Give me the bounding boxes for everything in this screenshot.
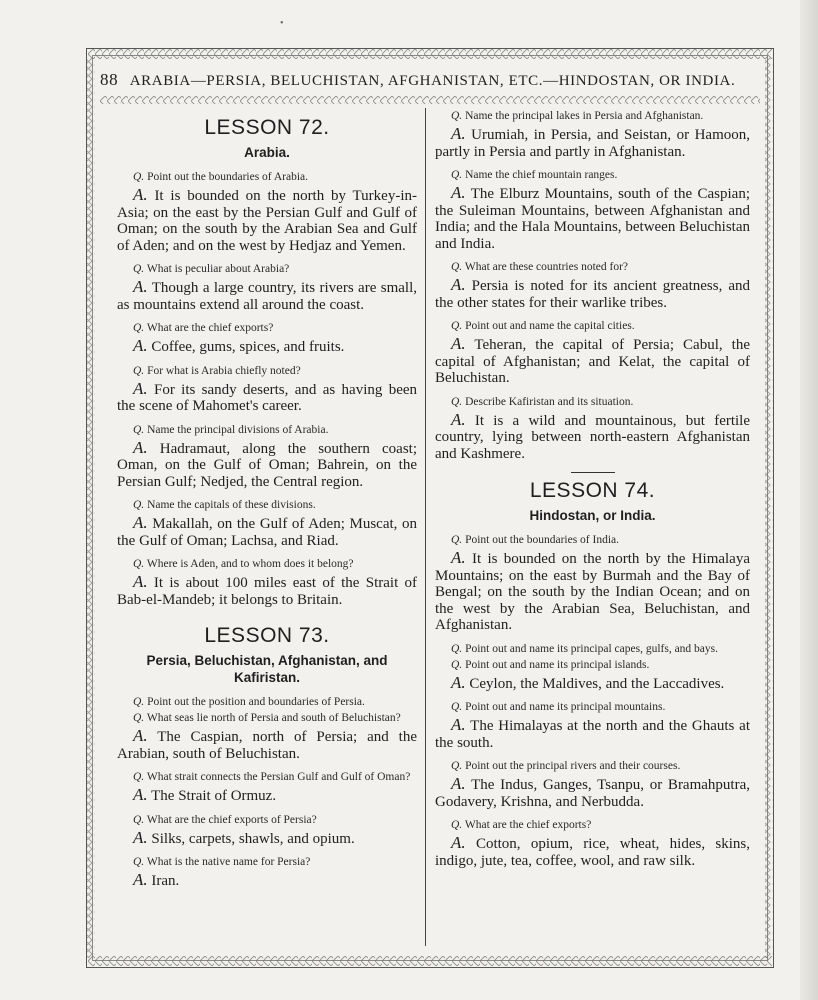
question [435,169,750,181]
question-text: What is the native name for Persia? [146,856,311,868]
question-text: What are the chief exports? [464,819,592,831]
question-label: Q. [451,658,463,671]
lesson-74-title: LESSON 74. [529,479,656,502]
right-ornament [765,58,773,958]
question-label: Q. [133,558,145,570]
question [117,322,417,334]
answer [117,872,417,890]
question-text: Name the principal lakes in Persia and Afghanistan. [465,110,704,122]
lesson-74-subtitle: Hindostan, or India. [529,508,656,523]
answer-label: A. [451,183,466,202]
answer-label: A. [451,334,466,353]
question-text: Name the capitals of these divisions. [147,499,316,511]
question-text: Point out the principal rivers and their courses. [465,760,681,772]
answer-text: Makallah, on the Gulf of Aden; Muscat, on the Gulf of Oman; Lachsa, and Riad. [117,516,418,549]
question-text: Where is Aden, and to whom does it belong? [146,558,354,570]
answer-label: A. [451,833,466,852]
question-label: Q. [451,261,463,273]
answer [435,776,750,810]
question [117,856,417,868]
question-text: What are these countries noted for? [464,261,629,273]
question-label: Q. [133,322,145,334]
lesson-73-title: LESSON 73. [204,624,330,647]
answer-text: Teheran, the capital of Persia; Cabul, the capital of Afghanistan; and Kelat, the capital of Beluchistan. [435,337,750,386]
answer [117,728,417,762]
question [117,696,417,708]
question-text: Name the principal divisions of Arabia. [147,423,329,436]
question-label: Q. [133,263,145,275]
bottom-ornament [88,956,772,966]
answer-text: Silks, carpets, shawls, and opium. [151,830,355,847]
answer-text: It is about 100 miles east of the Strait of Bab-el-Mandeb; it belongs to Britain. [117,575,418,608]
top-ornament [88,49,772,59]
question-label: Q. [133,696,145,708]
answer-label: A. [451,275,466,294]
answer-text: Urumiah, in Persia, and Seistan, or Hamoon, partly in Persia and partly in Afghanistan. [435,127,750,160]
answer [117,515,417,549]
question-text: Name the chief mountain ranges. [465,169,618,181]
answer-label: A. [133,827,148,847]
answer [117,378,418,415]
question [117,365,417,377]
answer-label: A. [133,185,148,204]
answer-label: A. [451,672,466,692]
answer-text: For its sandy deserts, and as having been the scene of Mahomet's career. [117,381,418,414]
answer-label: A. [451,715,466,734]
answer-text: The Caspian, north of Persia; and the Arabian, south of Beluchistan. [117,729,417,762]
lesson-73-continued-qa [435,110,750,462]
left-ornament [87,58,95,958]
question-label: Q. [133,856,145,868]
question-text: Point out and name its principal islands. [465,658,650,671]
running-header [100,70,760,94]
question-text: Describe Kafiristan and its situation. [465,395,634,408]
answer-text: Iran. [151,873,180,889]
question-text: For what is Arabia chiefly noted? [147,364,301,377]
answer-text: Cotton, opium, rice, wheat, hides, skins, indigo, jute, tea, coffee, wool, and raw silk. [435,836,750,869]
answer-label: A. [133,572,148,591]
answer-label: A. [133,870,148,889]
answer-text: Though a large country, its rivers are small, as mountains extend all around the coast. [117,280,417,313]
question-text: Point out and name the capital cities. [465,320,635,332]
column-divider [425,108,426,946]
question-label: Q. [133,499,145,511]
answer [117,574,417,608]
header-title: ARABIA—PERSIA, BELUCHISTAN, AFGHANISTAN, ETC.—HINDOSTAN, OR INDIA. [129,73,736,89]
answer-label: A. [451,548,466,567]
question [117,814,417,826]
answer [117,187,417,254]
question [435,320,750,332]
question-label: Q. [133,712,145,724]
lesson-73-subtitle: Persia, Beluchistan, Afghanistan, and Kafiristan. [146,653,388,685]
lesson-72-qa [117,171,417,608]
question [117,424,417,436]
question [435,534,750,546]
answer-text: The Himalayas at the north and the Ghauts at the south. [435,718,750,751]
answer [435,126,750,160]
question-label: Q. [133,171,145,183]
answer-text: The Elburz Mountains, south of the Caspian; the Suleiman Mountains, between Afghanistan and India; and the Hala Mountains, between Beluchistan and India. [435,186,750,252]
question-text: Point out the boundaries of Arabia. [147,171,309,183]
answer-text: The Indus, Ganges, Tsanpu, or Bramahputra, Godavery, Krishna, and Nerbudda. [435,777,750,810]
answer-label: A. [451,774,466,793]
left-column [117,110,417,899]
right-column [435,110,750,878]
answer [117,338,417,356]
answer-label: A. [133,336,148,355]
question-text: What strait connects the Persian Gulf and Gulf of Oman? [146,771,411,783]
answer-text: It is bounded on the north by Turkey-in-Asia; on the east by the Persian Gulf and Gulf of Oman; on the south by the Arabian Sea and Gulf of Aden; and on the west by Hedjaz and Yemen. [117,188,417,254]
question-text: Point out and name its principal mountains. [465,701,666,713]
answer [435,835,750,869]
question-label: Q. [133,364,145,377]
question-label: Q. [451,534,463,546]
answer [117,787,417,805]
question [117,499,417,511]
question-text: Point out the position and boundaries of Persia. [147,696,365,708]
answer-label: A. [133,277,148,296]
answer [435,336,750,387]
answer-label: A. [451,124,466,143]
section-rule [571,472,615,473]
question-label: Q. [451,642,463,655]
question-text: What seas lie north of Persia and south of Beluchistan? [146,712,401,724]
question [435,110,750,122]
answer-text: Ceylon, the Maldives, and the Laccadives. [469,675,725,692]
question [117,712,417,724]
question-label: Q. [451,819,463,831]
question-label: Q. [451,760,463,772]
question [117,171,417,183]
page-number: 88 [100,70,119,89]
question-label: Q. [133,423,145,436]
question-label: Q. [451,701,463,713]
question-label: Q. [451,320,463,332]
question [435,643,750,655]
question-text: What are the chief exports of Persia? [146,813,317,826]
question-text: Point out the boundaries of India. [465,534,620,546]
question-label: Q. [451,169,463,181]
answer-text: It is bounded on the north by the Himalaya Mountains; on the east by Burmah and the Bay of Bengal; on the south by the Indian Ocean; and on the west by the Arabian Sea, Beluchistan, and Afghanistan. [435,551,750,633]
question-label: Q. [451,110,463,122]
answer-text: Coffee, gums, spices, and fruits. [151,339,345,355]
answer [117,279,417,313]
lesson-74-qa [435,534,750,869]
question [435,659,750,671]
answer-text: The Strait of Ormuz. [151,788,277,804]
answer-label: A. [133,785,148,804]
answer-text: Hadramaut, along the southern coast; Oman, on the Gulf of Oman; Bahrein, on the Persian Gulf; Nedjed, the Central region. [117,440,418,490]
answer-label: A. [133,726,148,745]
question [435,701,750,713]
lesson-72-title: LESSON 72. [204,116,330,139]
answer-label: A. [133,513,148,532]
answer-label: A. [133,437,148,457]
answer [435,277,750,311]
answer [435,409,751,463]
question-label: Q. [133,771,145,783]
answer [435,672,750,693]
question [435,760,750,772]
header-ornament [100,96,760,104]
answer [117,827,417,848]
question-label: Q. [451,395,463,408]
answer [435,550,750,634]
question [435,819,750,831]
question [117,263,417,275]
question [117,771,417,783]
answer-label: A. [133,378,148,398]
answer-text: It is a wild and mountainous, but fertile country, lying between north-eastern Afghanistan and Kashmere. [435,412,751,462]
question [435,261,750,273]
answer [435,717,750,751]
question-text: What are the chief exports? [146,322,274,334]
answer-text: Persia is noted for its ancient greatness, and the other states for their warlike tribes. [435,278,750,311]
question [117,558,417,570]
print-mark: • [280,18,284,29]
page-edge [800,0,818,1000]
lesson-73-qa [117,696,417,890]
question [435,396,750,408]
question-text: What is peculiar about Arabia? [146,263,290,275]
answer-label: A. [451,409,466,429]
lesson-72-subtitle: Arabia. [244,145,290,160]
answer [117,437,418,491]
answer [435,185,750,252]
question-label: Q. [133,813,145,826]
question-text: Point out and name its principal capes, gulfs, and bays. [465,642,719,655]
